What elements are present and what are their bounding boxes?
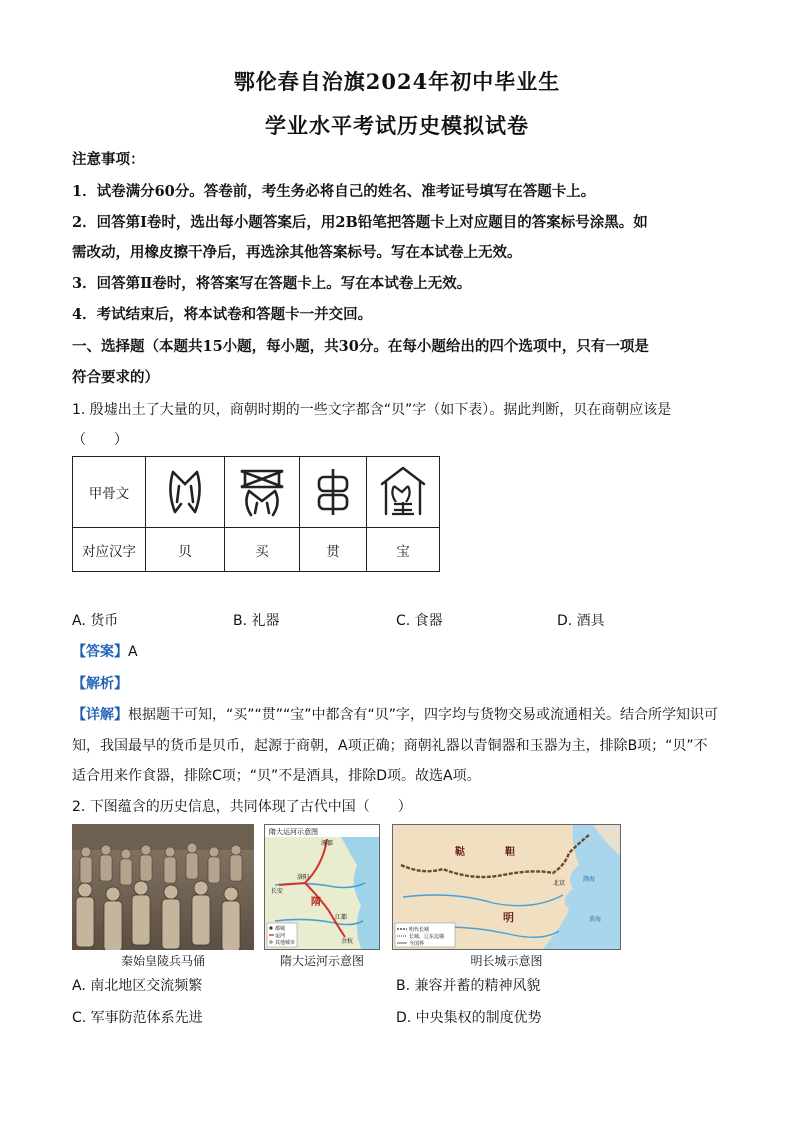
q1-analysis-tag [72,673,128,693]
map2-label-beijing: 北京 [553,880,566,887]
caption-grand-canal: 隋大运河示意图 [279,954,364,968]
row-label-oracle: 甲骨文 [73,457,146,528]
oracle-glyph-bei [146,457,225,528]
row-label-modern: 对应汉字 [73,528,146,572]
answer-tag: 【答案】 [72,644,128,660]
map2-legend-wall: 明代长城 [409,927,430,933]
q1-detail-line1 [72,705,722,725]
q1-detail-line2: 知，我国最早的货币是贝币，起源于商朝，A项正确；商朝礼器以青铜器和玉器为主，排除B项；“贝”不 [72,738,708,754]
q1-option-c: C. 食器 [396,613,443,629]
q1-option-d: D. 酒具 [557,613,605,629]
map2-label-bohai: 渤海 [583,876,596,883]
map1-label-zhuojun: 涿郡 [321,840,334,847]
modern-char-bei: 贝 [146,528,225,572]
q2-option-d: D. 中央集权的制度优势 [396,1010,542,1026]
detail-text-1: 根据题干可知，“买”“贯”“宝”中都含有“贝”字，四字均与货物交易或流通相关。结合所学知识可 [128,707,719,723]
map2-label-huanghai: 黄海 [589,916,602,923]
q2-option-c: C. 军事防范体系先进 [72,1010,203,1026]
notes-heading: 注意事项： [72,151,145,168]
q1-stem: 1. 殷墟出土了大量的贝，商朝时期的一些文字都含“贝”字（如下表）。据此判断，贝在商朝应该是 [72,402,672,418]
section-heading: 一、选择题（本题共15小题，每小题，共30分。在每小题给出的四个选项中，只有一项是 [72,338,649,355]
map1-label-jiangdu: 江都 [335,914,348,921]
q1-answer [72,641,138,661]
oracle-glyph-bao [367,457,440,528]
exam-title-line1: 鄂伦春自治旗2024年初中毕业生 [233,69,561,94]
oracle-glyph-mai [225,457,300,528]
detail-tag: 【详解】 [72,707,128,723]
note-item-2: 2．回答第Ⅰ卷时，选出每小题答案后，用2B铅笔把答题卡上对应题目的答案标号涂黑。如 [72,214,648,231]
map1-label-luoyang: 洛阳 [297,874,310,881]
map1-legend-capital: 都城 [275,926,286,932]
note-item-3: 3．回答第Ⅱ卷时，将答案写在答题卡上。写在本试卷上无效。 [72,275,472,292]
modern-char-guan: 贯 [300,528,367,572]
note-item-2-cont: 需改动，用橡皮擦干净后，再选涂其他答案标号。写在本试卷上无效。 [72,244,522,261]
analysis-tag: 【解析】 [72,676,128,692]
terracotta-warriors-image [72,824,254,950]
oracle-glyph-guan [300,457,367,528]
map1-label-sui: 隋 [311,897,321,908]
section-heading-cont: 符合要求的） [72,369,159,386]
modern-char-mai: 买 [225,528,300,572]
q1-option-b: B. 礼器 [233,613,280,629]
map1-title: 隋大运河示意图 [269,828,318,836]
map2-label-ming: 明 [503,911,514,924]
answer-value: A [128,644,138,660]
map2-legend-boundary: 今国界 [409,941,425,947]
map2-legend-border-wall: 长城、辽东边墙 [409,934,445,940]
q1-stem-bracket: （ ） [72,432,128,448]
ming-great-wall-map [392,824,621,950]
map2-label-dan: 靼 [505,847,515,858]
caption-great-wall: 明长城示意图 [470,954,543,968]
q1-detail-line3: 适合用来作食器，排除C项；“贝”不是酒具，排除D项。故选A项。 [72,768,481,784]
note-item-4: 4．考试结束后，将本试卷和答题卡一并交回。 [72,306,373,323]
oracle-bone-table [72,456,440,572]
map2-label-da: 鞑 [455,847,465,858]
q2-stem: 2. 下图蕴含的历史信息，共同体现了古代中国（ ） [72,799,412,815]
caption-terracotta: 秦始皇陵兵马俑 [120,954,205,968]
grand-canal-map [264,824,380,950]
exam-title-line2: 学业水平考试历史模拟试卷 [265,113,529,138]
q1-option-a: A. 货币 [72,613,119,629]
map1-legend-canal: 运河 [275,933,286,939]
map1-label-changan: 长安 [271,888,284,895]
map1-legend-city: 其他城市 [275,940,296,946]
q2-option-a: A. 南北地区交流频繁 [72,978,203,994]
q2-option-b: B. 兼容并蓄的精神风貌 [396,978,541,994]
note-item-1: 1．试卷满分60分。答卷前，考生务必将自己的姓名、准考证号填写在答题卡上。 [72,183,596,200]
map1-label-yuhang: 余杭 [341,938,354,945]
modern-char-bao: 宝 [367,528,440,572]
